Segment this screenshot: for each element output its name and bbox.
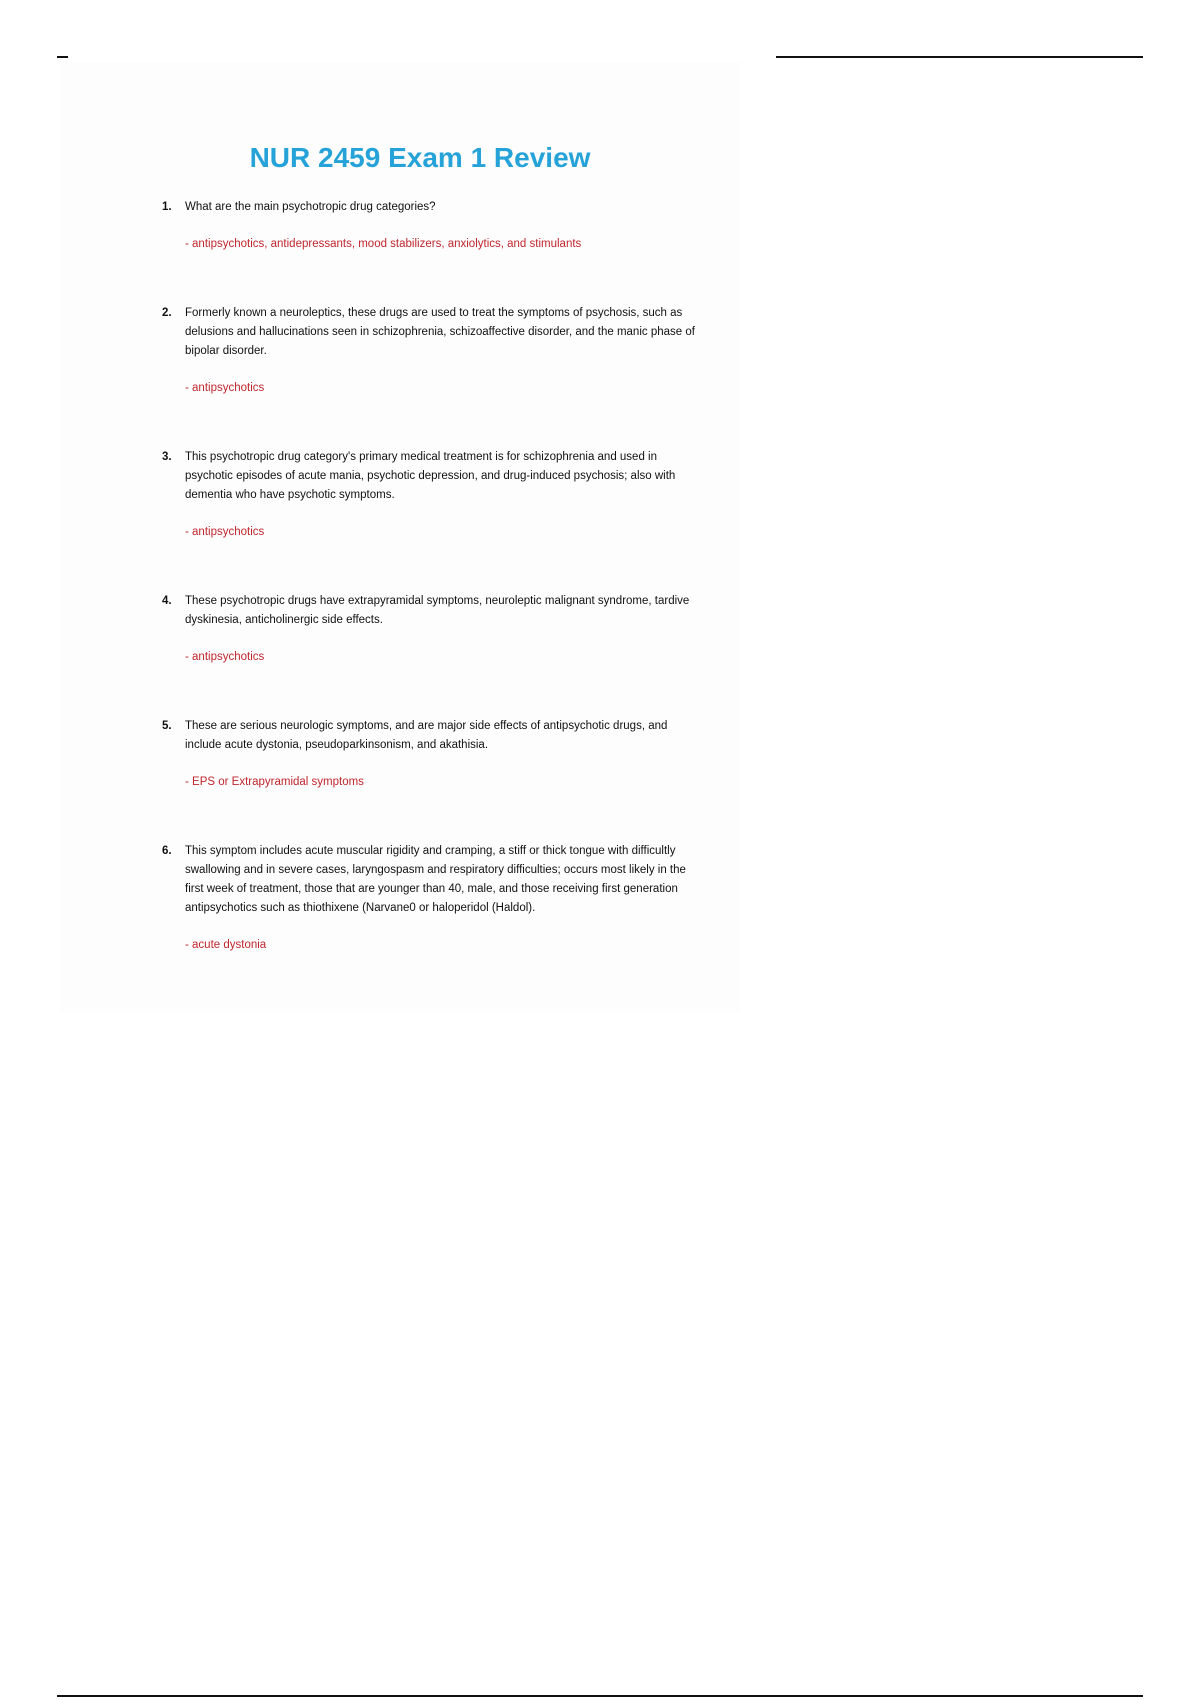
question-item-4 xyxy=(162,592,707,667)
question-text: This symptom includes acute muscular rigidity and cramping, a stiff or thick tongue with difficultly swallowing and in severe cases, laryngospasm and respiratory difficulties; occurs most likely in the first week of treatment, those that are younger than 40, male, and those receiving first generation antipsychotics such as thiothixene (Narvane0 or haloperidol (Haldol). xyxy=(185,845,686,914)
question-text: What are the main psychotropic drug categories? xyxy=(185,201,436,213)
question-number: 4. xyxy=(162,595,172,607)
answer-text: - antipsychotics, antidepressants, mood stabilizers, anxiolytics, and stimulants xyxy=(185,238,582,250)
footer-rule xyxy=(57,1695,1143,1697)
question-text: Formerly known a neuroleptics, these drugs are used to treat the symptoms of psychosis, such as delusions and hallucinations seen in schizophrenia, schizoaffective disorder, and the manic phase of bipolar disorder. xyxy=(185,307,695,357)
question-number: 5. xyxy=(162,720,172,732)
question-item-3 xyxy=(162,448,707,542)
header-rule-right xyxy=(776,56,1143,58)
question-item-6 xyxy=(162,842,707,955)
answer-text: - acute dystonia xyxy=(185,939,267,951)
document-title: NUR 2459 Exam 1 Review xyxy=(249,142,591,173)
question-list xyxy=(162,198,707,1005)
question-text: This psychotropic drug category's primary medical treatment is for schizophrenia and used in psychotic episodes of acute mania, psychotic depression, and drug-induced psychosis; also with dementia who have psychotic symptoms. xyxy=(185,451,676,501)
answer-text: - antipsychotics xyxy=(185,651,265,663)
question-number: 6. xyxy=(162,845,172,857)
question-item-2 xyxy=(162,304,707,398)
question-number: 3. xyxy=(162,451,172,463)
question-text: These are serious neurologic symptoms, and are major side effects of antipsychotic drugs, and include acute dystonia, pseudoparkinsonism, and akathisia. xyxy=(185,720,668,751)
question-text: These psychotropic drugs have extrapyramidal symptoms, neuroleptic malignant syndrome, tardive dyskinesia, anticholinergic side effects. xyxy=(185,595,690,626)
question-item-5 xyxy=(162,717,707,792)
answer-text: - EPS or Extrapyramidal symptoms xyxy=(185,776,364,788)
question-item-1 xyxy=(162,198,707,254)
question-number: 1. xyxy=(162,201,172,213)
answer-text: - antipsychotics xyxy=(185,382,265,394)
answer-text: - antipsychotics xyxy=(185,526,265,538)
question-number: 2. xyxy=(162,307,172,319)
header-rule-left xyxy=(57,56,68,58)
